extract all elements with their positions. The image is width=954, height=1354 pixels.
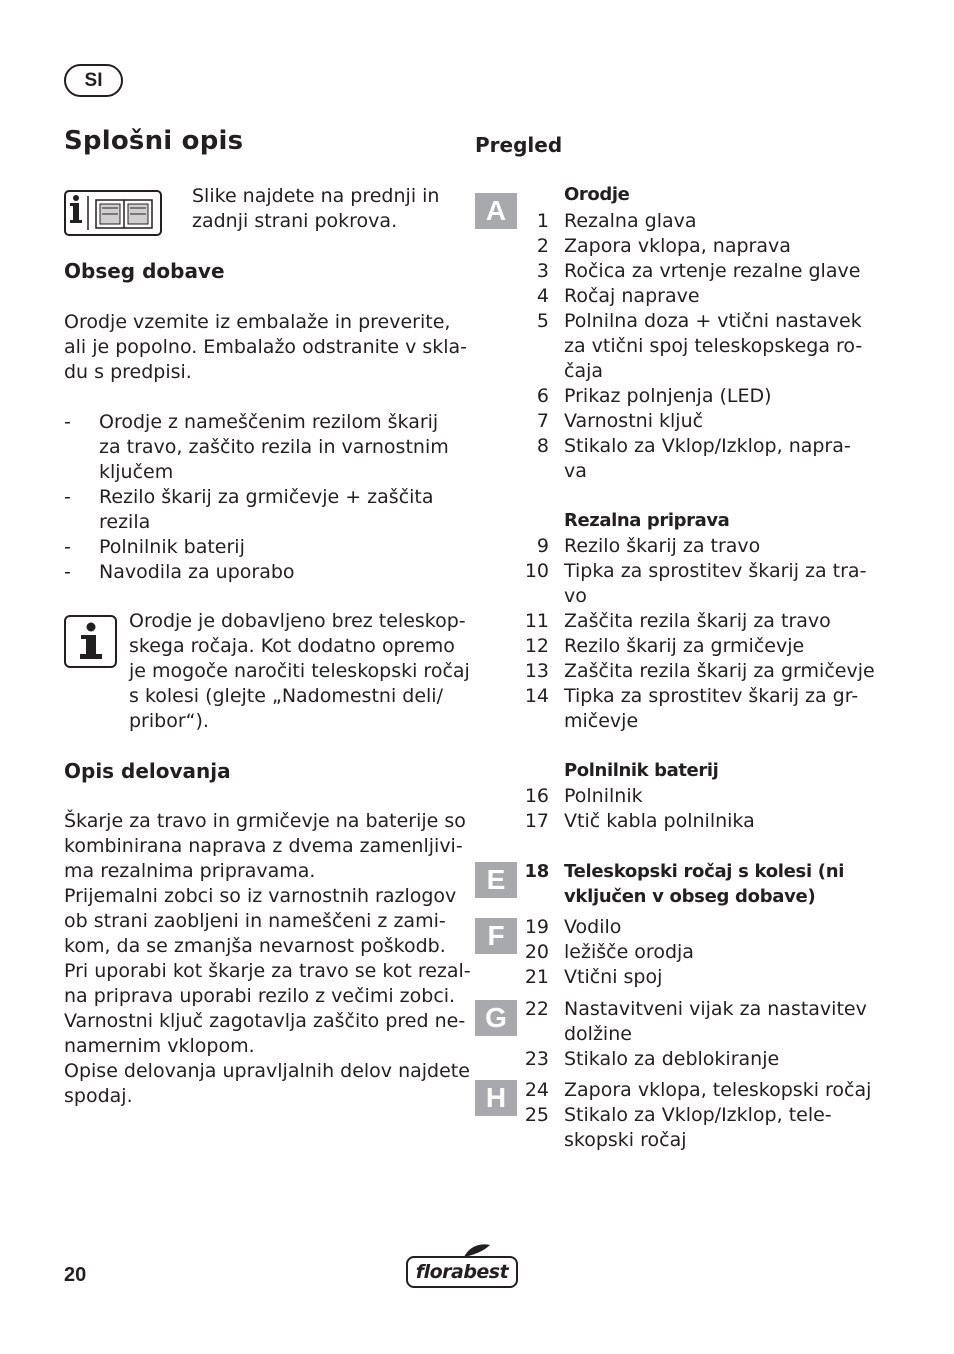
list-item: - Navodila za uporabo: [64, 561, 295, 583]
section-label-a: A: [475, 193, 517, 229]
section-label-e: E: [475, 862, 517, 898]
opis-text: Škarje za travo in grmičevje na baterije so kombinirana naprava z dvema zamenljivi- ma rezalnima pripravama. Prijemalni zobci so iz varnostnih razlogov ob strani zaobljeni in nameščeni z zami- kom, da se zmanjša nevarnost poškodb. Pri uporabi kot škarje za travo se kot rezal- na priprava uporabi rezilo z večimi zobci. Varnostni ključ zagotavlja zaščito pred ne- namernim vklopom. Opise delovanja upravljalnih delov najdete spodaj.: [64, 810, 471, 1107]
info-note: Orodje je dobavljeno brez teleskop- skega ročaja. Kot dodatno opremo je mogoče naročiti teleskopski ročaj s kolesi (glejte „Nadomestni deli/ pribor“).: [129, 610, 470, 732]
list-item: - Polnilnik baterij: [64, 536, 245, 558]
obseg-heading: Obseg dobave: [64, 259, 225, 283]
page-title: Splošni opis: [64, 126, 244, 156]
book-info-icon: [64, 190, 162, 236]
subheading-polnilnik: Polnilnik baterij: [564, 760, 719, 781]
opis-heading: Opis delovanja: [64, 759, 231, 783]
language-badge: SI: [64, 64, 123, 97]
page-number: 20: [64, 1264, 87, 1286]
pregled-heading: Pregled: [475, 133, 563, 157]
delivery-list: [64, 410, 449, 585]
subheading-rezalna-priprava: Rezalna priprava: [564, 510, 730, 531]
brand-logo: florabest: [406, 1256, 518, 1288]
obseg-intro: Orodje vzemite iz embalaže in preverite, ali je popolno. Embalažo odstranite v skla- du s predpisi.: [64, 311, 468, 383]
subheading-orodje: Orodje: [564, 184, 630, 205]
list-item: - Orodje z nameščenim rezilom škarij za travo, zaščito rezila in varnostnim ključem: [64, 411, 449, 483]
section-label-g: G: [475, 1000, 517, 1036]
info-icon: [64, 615, 117, 668]
section-label-f: F: [475, 918, 517, 954]
list-item: - Rezilo škarij za grmičevje + zaščita rezila: [64, 486, 434, 533]
icon-note: Slike najdete na prednji in zadnji strani pokrova.: [192, 185, 440, 232]
section-label-h: H: [475, 1080, 517, 1116]
